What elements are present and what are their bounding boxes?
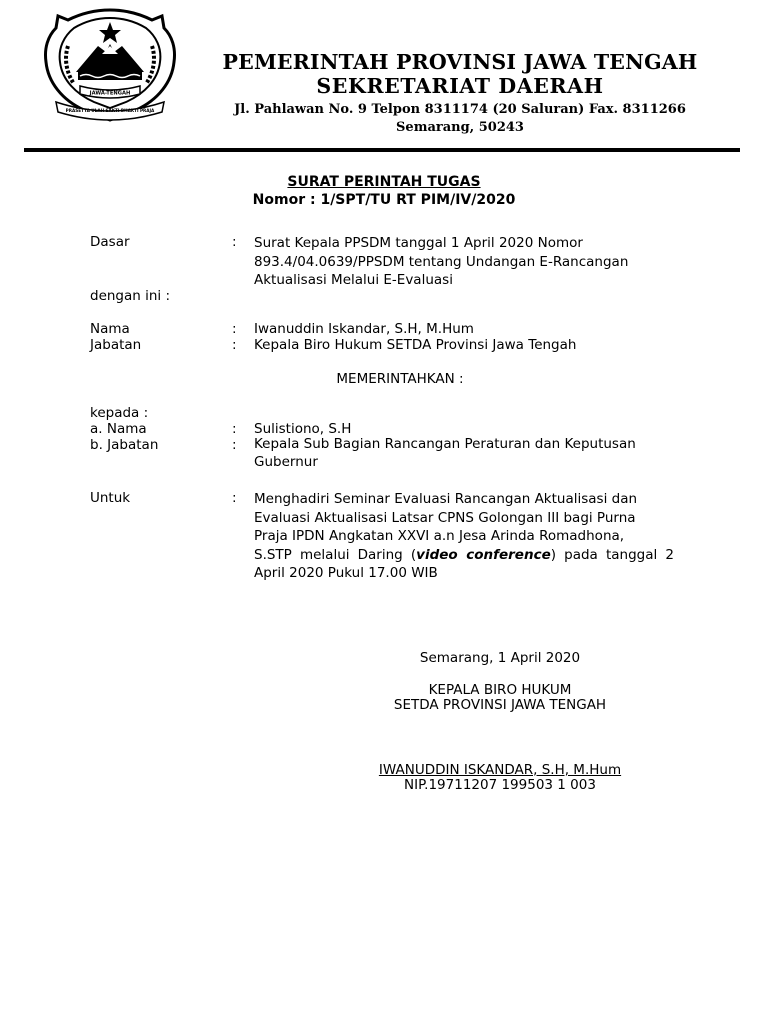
nama-label: Nama (90, 321, 130, 337)
dasar-colon: : (232, 234, 237, 250)
letterhead-line-2: SEKRETARIAT DAERAH (316, 74, 604, 98)
jabatan-colon: : (232, 337, 237, 353)
penerima-nama-label: a. Nama (90, 421, 147, 437)
untuk-colon: : (232, 490, 237, 506)
signatory-name: IWANUDDIN ISKANDAR, S.H, M.Hum (378, 762, 622, 778)
dasar-value: Surat Kepala PPSDM tanggal 1 April 2020 Nomor 893.4/04.0639/PPSDM tentang Undangan E-Rancangan Aktualisasi Melalui E-Evaluasi (254, 235, 629, 288)
letterhead (195, 50, 725, 136)
untuk-label: Untuk (90, 490, 131, 506)
signature-position-2: SETDA PROVINSI JAWA TENGAH (393, 697, 607, 713)
letterhead-divider (24, 148, 740, 152)
nama-colon: : (232, 321, 237, 337)
penerima-jabatan-colon: : (232, 437, 237, 453)
coat-of-arms-logo-icon (40, 6, 180, 124)
letterhead-city: Semarang, 50243 (396, 120, 524, 135)
dengan-ini-label: dengan ini : (90, 288, 171, 304)
letter-number: Nomor : 1/SPT/TU RT PIM/IV/2020 (252, 192, 516, 208)
jabatan-value: Kepala Biro Hukum SETDA Provinsi Jawa Tengah (254, 337, 577, 353)
penerima-nama-colon: : (232, 421, 237, 437)
penerima-jabatan-value: Kepala Sub Bagian Rancangan Peraturan dan Keputusan Gubernur (254, 436, 636, 470)
untuk-value: Menghadiri Seminar Evaluasi Rancangan Aktualisasi dan Evaluasi Aktualisasi Latsar CPNS Golongan III bagi Purna Praja IPDN Angkatan XXVI a.n Jesa Arinda Romadhona, S.STP melalui Daring (video conference) pada tanggal 2 April 2020 Pukul 17.00 WIB (254, 491, 674, 581)
memerintahkan-heading: MEMERINTAHKAN : (336, 371, 464, 387)
signature-position-1: KEPALA BIRO HUKUM (428, 682, 572, 698)
jabatan-label: Jabatan (90, 337, 142, 353)
logo-ribbon-bottom: PRASETYA ULAH SAKTI BHAKTI PRAJA (65, 108, 155, 113)
penerima-jabatan-label: b. Jabatan (90, 437, 159, 453)
kepada-label: kepada : (90, 405, 149, 421)
letter-title: SURAT PERINTAH TUGAS (287, 174, 481, 190)
video-conference-emphasis: video conference (416, 546, 551, 563)
letterhead-line-1: PEMERINTAH PROVINSI JAWA TENGAH (222, 50, 698, 74)
penerima-nama-value: Sulistiono, S.H (254, 421, 352, 437)
nama-value: Iwanuddin Iskandar, S.H, M.Hum (254, 321, 474, 337)
letterhead-address: Jl. Pahlawan No. 9 Telpon 8311174 (20 Saluran) Fax. 8311266 (234, 102, 686, 117)
signature-place-date: Semarang, 1 April 2020 (419, 650, 581, 666)
signatory-nip: NIP.19711207 199503 1 003 (404, 777, 596, 793)
logo-ribbon-top: JAWA-TENGAH (89, 90, 131, 97)
dasar-label: Dasar (90, 234, 130, 250)
